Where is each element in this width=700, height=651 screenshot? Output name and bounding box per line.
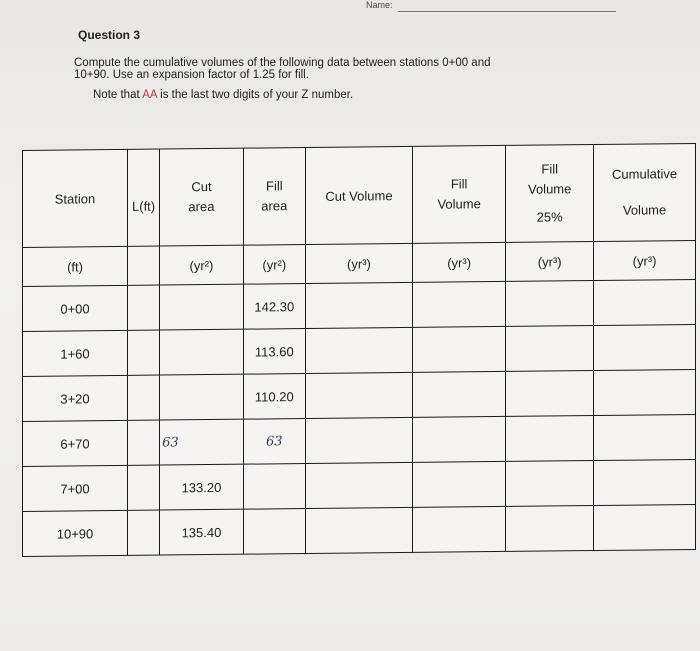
table-row — [23, 279, 696, 331]
header-cumulative — [594, 143, 696, 241]
fill-area-cell — [243, 464, 305, 510]
header-fill-volume-25 — [506, 145, 594, 243]
header-fill-area — [243, 148, 305, 246]
cut-area-cell — [160, 284, 244, 330]
header-fill-volume-25-1: Fill — [541, 161, 558, 177]
header-fill-area-2: area — [261, 198, 288, 214]
header-cut-area — [160, 148, 244, 246]
station-cell: 3+20 — [23, 375, 128, 421]
fill-volume-cell — [413, 326, 506, 372]
cut-volume-cell — [305, 372, 412, 418]
header-station: Station — [23, 149, 128, 247]
station-cell: 10+90 — [23, 510, 128, 556]
question-line-1: Compute the cumulative volumes of the following data between stations 0+00 and — [74, 57, 491, 69]
header-fill-area-1: Fill — [266, 178, 283, 194]
volume-table — [22, 143, 696, 557]
length-cell — [128, 465, 160, 510]
cut-area-cell: 63 — [160, 419, 244, 465]
cut-volume-cell — [305, 417, 412, 463]
unit-cumulative: (yr³) — [594, 240, 696, 280]
cut-area-cell: 135.40 — [160, 509, 244, 555]
fill-area-cell — [243, 509, 305, 555]
length-cell — [128, 330, 160, 375]
note-suffix: is the last two digits of your Z number. — [156, 89, 354, 101]
cumulative-cell — [594, 414, 696, 460]
cumulative-cell — [594, 324, 696, 370]
cut-area-cell — [160, 374, 244, 420]
unit-fill-volume-25: (yr³) — [506, 242, 594, 282]
length-cell — [128, 420, 160, 465]
table-row — [23, 324, 696, 376]
name-line — [398, 11, 616, 12]
cumulative-cell — [594, 369, 696, 415]
header-fill-volume-25-3: 25% — [536, 209, 563, 225]
cut-volume-cell — [305, 507, 412, 553]
length-cell — [128, 285, 160, 330]
length-cell — [128, 375, 160, 420]
fill-volume-cell — [413, 461, 506, 507]
table-row — [23, 504, 696, 556]
header-length: L(ft) — [128, 149, 160, 246]
fill-volume-25-cell — [506, 416, 594, 462]
unit-length — [128, 246, 160, 285]
header-cut-area-2: area — [188, 198, 215, 215]
cumulative-cell — [594, 279, 696, 325]
header-fill-volume-1: Fill — [450, 176, 468, 192]
unit-cut-volume: (yr³) — [305, 243, 412, 283]
station-cell: 0+00 — [23, 285, 128, 331]
table-row — [23, 414, 696, 466]
note-prefix: Note that — [93, 89, 143, 101]
header-cumulative-2: Volume — [622, 202, 667, 218]
station-cell: 7+00 — [23, 465, 128, 511]
header-cut-area-1: Cut — [191, 179, 212, 195]
name-label: Name: — [366, 0, 393, 10]
fill-volume-25-cell — [506, 506, 594, 552]
cut-volume-cell — [305, 462, 412, 508]
header-fill-volume-2: Volume — [437, 196, 481, 212]
fill-volume-25-cell — [506, 326, 594, 372]
fill-volume-cell — [413, 416, 506, 462]
header-row — [23, 143, 696, 247]
cut-area-cell: 133.20 — [160, 464, 244, 510]
fill-area-cell: 110.20 — [243, 374, 305, 420]
fill-volume-25-cell — [506, 371, 594, 417]
fill-volume-25-cell — [506, 461, 594, 507]
question-title: Question 3 — [78, 28, 141, 42]
fill-volume-cell — [413, 281, 506, 327]
unit-fill-area: (yr²) — [243, 245, 305, 285]
cut-volume-cell — [305, 282, 412, 328]
fill-area-cell: 142.30 — [243, 284, 305, 330]
unit-cut-area: (yr²) — [160, 245, 244, 285]
station-cell: 6+70 — [23, 420, 128, 466]
station-cell: 1+60 — [23, 330, 128, 376]
note-aa: AA — [142, 89, 157, 101]
unit-fill-volume: (yr³) — [413, 242, 506, 282]
fill-volume-cell — [413, 506, 506, 552]
cut-area-cell — [160, 329, 244, 375]
header-cut-volume: Cut Volume — [305, 146, 412, 244]
fill-area-cell: 113.60 — [243, 329, 305, 375]
fill-volume-cell — [413, 371, 506, 417]
header-cumulative-1: Cumulative — [612, 166, 678, 182]
table-row — [23, 369, 696, 421]
cut-volume-cell — [305, 327, 412, 373]
header-fill-volume-25-2: Volume — [528, 181, 572, 197]
question-note — [93, 89, 353, 101]
fill-volume-25-cell — [506, 281, 594, 327]
unit-station: (ft) — [23, 246, 128, 286]
fill-area-cell: 63 — [243, 419, 305, 465]
cumulative-cell — [594, 459, 696, 505]
length-cell — [128, 510, 160, 555]
table-row — [23, 459, 696, 511]
question-line-2: 10+90. Use an expansion factor of 1.25 for fill. — [74, 69, 309, 81]
cumulative-cell — [594, 504, 696, 550]
header-fill-volume — [413, 145, 506, 243]
question-body — [74, 57, 614, 81]
